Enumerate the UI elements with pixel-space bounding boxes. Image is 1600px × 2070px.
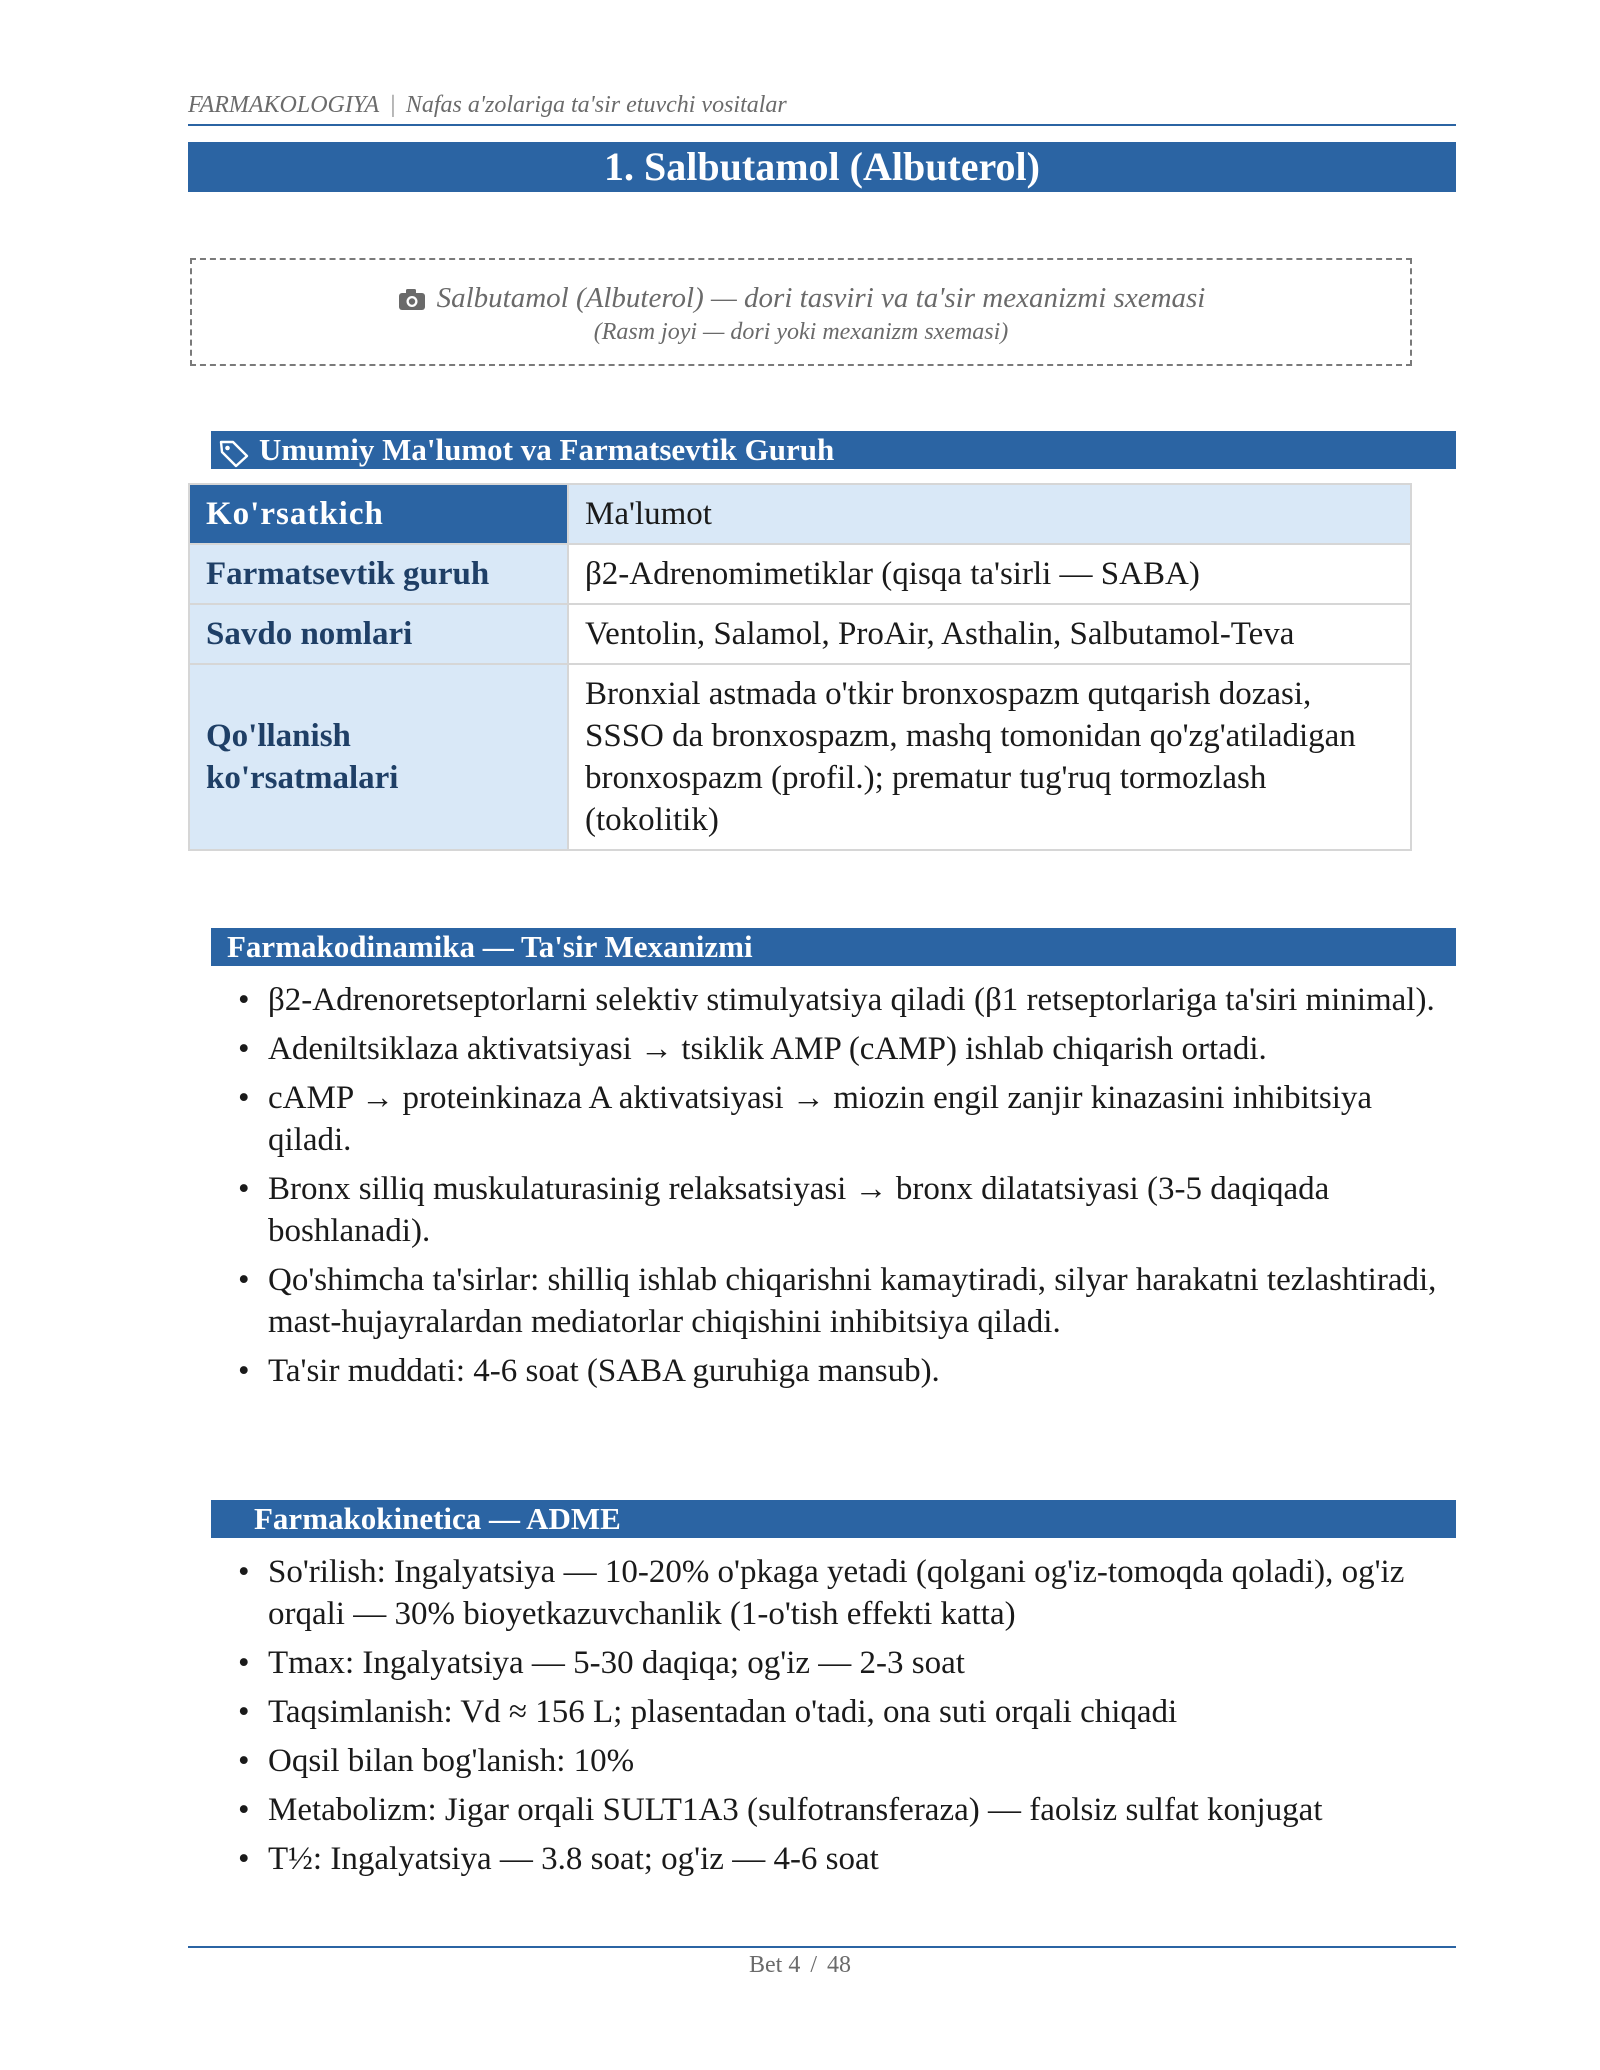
list-item: • Tmax: Ingalyatsiya — 5-30 daqiqa; og'iz — 2-3 soat (238, 1642, 1460, 1684)
row-key: Savdo nomlari (189, 604, 568, 664)
running-header (188, 92, 1456, 126)
tag-icon (217, 438, 251, 468)
book-title: FARMAKOLOGIYA (188, 92, 380, 118)
page-footer (0, 1952, 1600, 1979)
info-table (188, 483, 1412, 851)
table-header-row (189, 484, 1411, 544)
footer-rule (188, 1946, 1456, 1948)
chapter-title: Nafas a'zolariga ta'sir etuvchi vositalar (405, 92, 787, 118)
table-row (189, 664, 1411, 850)
image-placeholder (190, 258, 1412, 366)
pharmacodynamics-list (238, 979, 1460, 1399)
list-item: • Qo'shimcha ta'sirlar: shilliq ishlab chiqarishni kamaytiradi, silyar harakatni tezlashtiradi, mast-hujayralardan mediatorlar chiqishini inhibitsiya qiladi. (238, 1259, 1460, 1343)
table-header-key: Ko'rsatkich (189, 484, 568, 544)
list-item: • β2-Adrenoretseptorlarni selektiv stimulyatsiya qiladi (β1 retseptorlariga ta'siri minimal). (238, 979, 1460, 1021)
table-row (189, 544, 1411, 604)
header-separator: | (389, 92, 396, 118)
list-item: • cAMP → proteinkinaza A aktivatsiyasi → miozin engil zanjir kinazasini inhibitsiya qiladi. (238, 1077, 1460, 1161)
list-item: • So'rilish: Ingalyatsiya — 10-20% o'pkaga yetadi (qolgani og'iz-tomoqda qoladi), og'iz orqali — 30% bioyetkazuvchanlik (1-o'tish effekti katta) (238, 1551, 1460, 1635)
image-note: (Rasm joyi — dori yoki mexanizm sxemasi) (593, 319, 1009, 345)
list-item: • Metabolizm: Jigar orqali SULT1A3 (sulfotransferaza) — faolsiz sulfat konjugat (238, 1789, 1460, 1831)
pharmacokinetics-list (238, 1551, 1460, 1887)
section-general-title: Umumiy Ma'lumot va Farmatsevtik Guruh (259, 432, 835, 467)
row-key: Qo'llanish ko'rsatmalari (189, 664, 568, 850)
image-caption: Salbutamol (Albuterol) — dori tasviri va ta'sir mexanizmi sxemasi (436, 282, 1206, 314)
row-value: Ventolin, Salamol, ProAir, Asthalin, Salbutamol-Teva (568, 604, 1411, 664)
camera-icon (397, 286, 427, 312)
list-item: • Ta'sir muddati: 4-6 soat (SABA guruhiga mansub). (238, 1350, 1460, 1392)
list-item: • T½: Ingalyatsiya — 3.8 soat; og'iz — 4-6 soat (238, 1838, 1460, 1880)
row-value: Bronxial astmada o'tkir bronxospazm qutqarish dozasi, SSSO da bronxospazm, mashq tomonidan qo'zg'atiladigan bronxospazm (profil.); prematur tug'ruq tormozlash (tokolitik) (568, 664, 1411, 850)
list-item: • Taqsimlanish: Vd ≈ 156 L; plasentadan o'tadi, ona suti orqali chiqadi (238, 1691, 1460, 1733)
section-general-heading (211, 431, 1456, 469)
section-pharmacokinetics-heading: Farmakokinetica — ADME (211, 1500, 1456, 1538)
list-item: • Adeniltsiklaza aktivatsiyasi → tsiklik AMP (cAMP) ishlab chiqarish ortadi. (238, 1028, 1460, 1070)
page-separator: / (810, 1952, 817, 1978)
list-item: • Oqsil bilan bog'lanish: 10% (238, 1740, 1460, 1782)
table-row (189, 604, 1411, 664)
page-label: Bet 4 (749, 1952, 801, 1978)
section-pharmacodynamics-heading: Farmakodinamika — Ta'sir Mexanizmi (211, 928, 1456, 966)
row-value: β2-Adrenomimetiklar (qisqa ta'sirli — SABA) (568, 544, 1411, 604)
row-key: Farmatsevtik guruh (189, 544, 568, 604)
page-total: 48 (827, 1952, 851, 1978)
table-header-value: Ma'lumot (568, 484, 1411, 544)
list-item: • Bronx silliq muskulaturasinig relaksatsiyasi → bronx dilatatsiyasi (3-5 daqiqada boshlanadi). (238, 1168, 1460, 1252)
page-title: 1. Salbutamol (Albuterol) (188, 142, 1456, 192)
